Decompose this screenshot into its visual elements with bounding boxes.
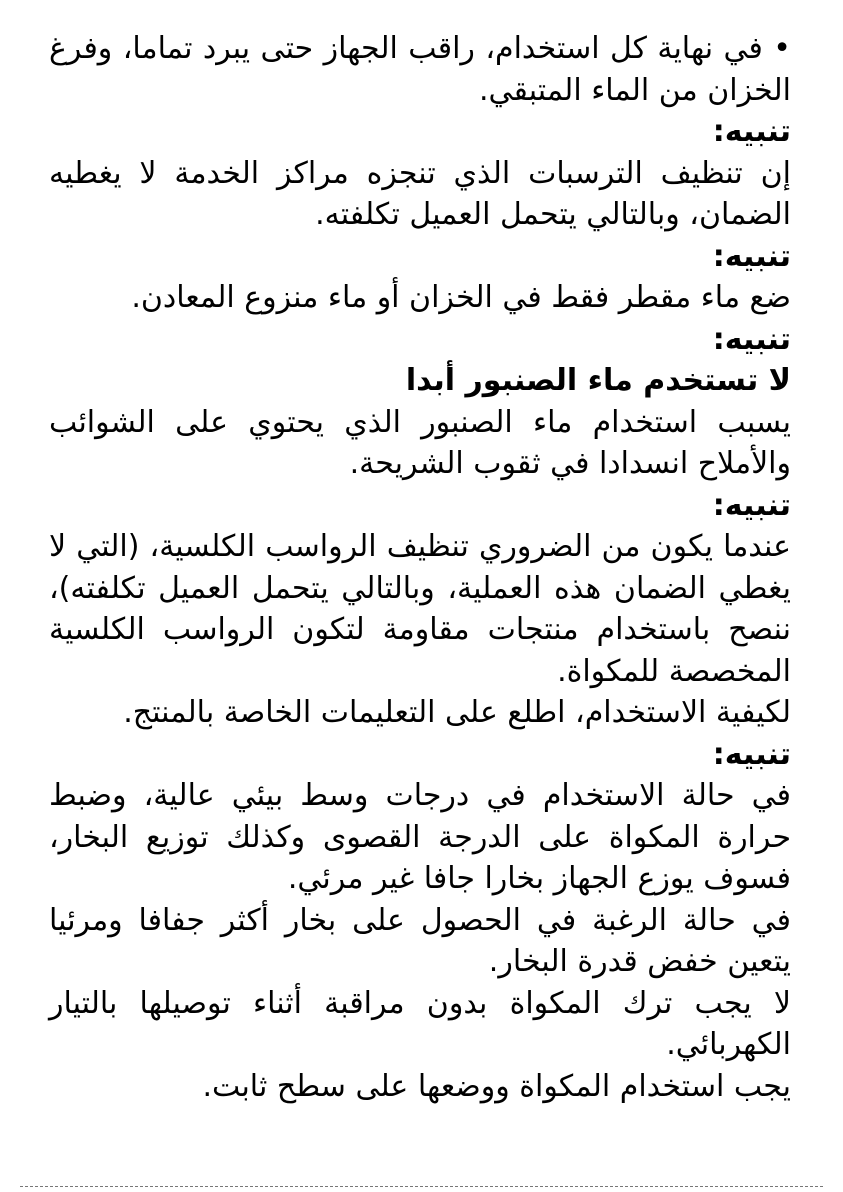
warning-heading-5: تنبيه: (712, 736, 791, 772)
warning-heading-3: تنبيه: (712, 321, 791, 357)
paragraph-dry-steam: في حالة الاستخدام في درجات وسط بيئي عالية، وضبط حرارة المكواة على الدرجة القصوى وكذلك توزيع البخار، فسوف يوزع الجهاز بخارا جافا غير مرئي. (49, 778, 791, 896)
paragraph-anti-scale-products: عندما يكون من الضروري تنظيف الرواسب الكلسية، (التي لا يغطي الضمان هذه العملية، وبالتالي يتحمل العميل تكلفته)، ننصح باستخدام منتجات مقاومة لتكون الرواسب الكلسية المخصصة للمكواة. (49, 529, 791, 689)
paragraph-tap-water-clogging: يسبب استخدام ماء الصنبور الذي يحتوي على الشوائب والأملاح انسدادا في ثقوب الشريحة. (49, 404, 791, 481)
paragraph-descaling-warranty: إن تنظيف الترسبات الذي تنجزه مراكز الخدمة لا يغطيه الضمان، وبالتالي يتحمل العميل تكلفته. (49, 155, 791, 232)
document-page (49, 28, 791, 1107)
paragraph-no-tap-water: لا تستخدم ماء الصنبور أبدا (405, 363, 791, 398)
warning-heading-2: تنبيه: (712, 238, 791, 274)
paragraph-product-instructions: لكيفية الاستخدام، اطلع على التعليمات الخاصة بالمنتج. (123, 695, 791, 730)
bottom-dashed-rule (20, 1186, 823, 1187)
paragraph-unattended-iron: لا يجب ترك المكواة بدون مراقبة أثناء توصيلها بالتيار الكهربائي. (49, 985, 791, 1062)
warning-heading-1: تنبيه: (712, 114, 791, 149)
paragraph-cooldown: • في نهاية كل استخدام، راقب الجهاز حتى يبرد تماما، وفرغ الخزان من الماء المتبقي. (49, 31, 791, 108)
paragraph-visible-steam: في حالة الرغبة في الحصول على بخار أكثر جفافا ومرئيا يتعين خفض قدرة البخار. (49, 902, 791, 979)
paragraph-stable-surface: يجب استخدام المكواة ووضعها على سطح ثابت. (202, 1068, 791, 1104)
paragraph-distilled-water: ضع ماء مقطر فقط في الخزان أو ماء منزوع المعادن. (131, 280, 791, 315)
warning-heading-4: تنبيه: (712, 487, 791, 523)
